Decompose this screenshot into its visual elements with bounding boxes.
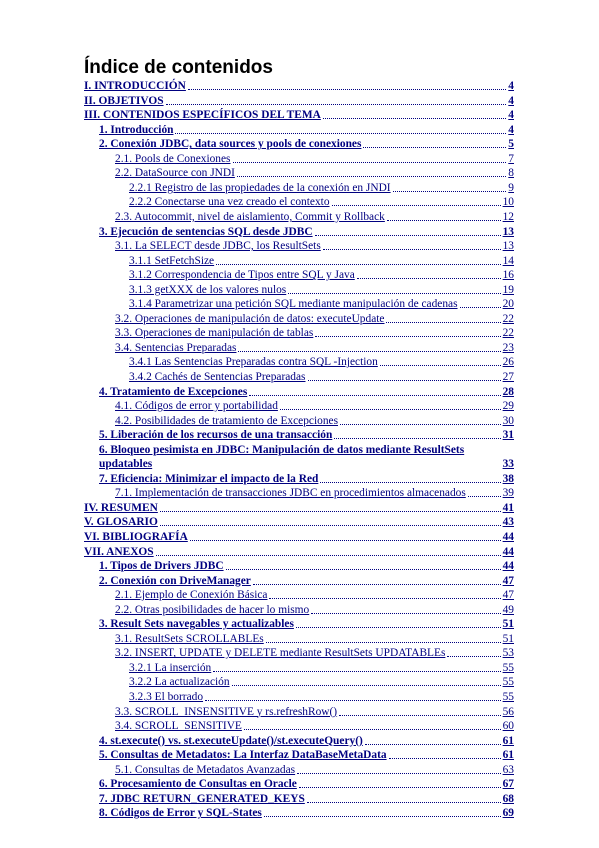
toc-entry-page: 19 [502, 283, 514, 296]
toc-dot-leader [468, 495, 501, 497]
toc-entry-title: 3.2. INSERT, UPDATE y DELETE mediante ResultSets UPDATABLEs [115, 647, 446, 660]
toc-entry-page: 44 [502, 545, 514, 558]
toc-entry-page: 43 [502, 516, 514, 529]
toc-dot-leader [393, 190, 507, 192]
toc-entry-title: 7.1. Implementación de transacciones JDBC en procedimientos almacenados [115, 487, 466, 500]
toc-entry-page: 41 [502, 501, 514, 514]
toc-entry-page: 4 [508, 109, 514, 122]
toc-entry-title: 3.3. Operaciones de manipulación de tablas [115, 327, 314, 340]
toc-entry-title: 3.4.2 Cachés de Sentencias Preparadas [129, 371, 306, 383]
toc-entry-page: 16 [502, 269, 514, 282]
toc-entry[interactable] [115, 209, 514, 224]
toc-entry[interactable] [99, 136, 514, 151]
toc-entry-page: 30 [502, 414, 514, 427]
toc-entry[interactable] [99, 427, 514, 442]
toc-dot-leader [269, 597, 500, 599]
toc-entry-page: 33 [502, 457, 514, 470]
toc-entry[interactable] [129, 660, 514, 675]
toc-entry-title: 2.2.1 Registro de las propiedades de la conexión en JNDI [129, 181, 391, 194]
toc-entry-page: 47 [502, 574, 514, 587]
toc-entry[interactable] [99, 791, 514, 806]
toc-entry-page: 13 [502, 225, 514, 238]
toc-entry-page: 26 [502, 356, 514, 369]
toc-entry-page: 13 [502, 240, 514, 253]
toc-entry-page: 22 [502, 312, 514, 325]
toc-entry[interactable] [129, 282, 514, 297]
toc-entry-title: 3.4. Sentencias Preparadas [115, 341, 237, 354]
toc-entry[interactable] [99, 776, 514, 791]
toc-entry-page: 14 [502, 254, 514, 267]
toc-entry[interactable] [115, 485, 514, 500]
toc-entry-page: 28 [502, 385, 514, 398]
toc-dot-leader [253, 583, 501, 585]
toc-entry-page: 44 [502, 560, 514, 573]
toc-entry[interactable] [115, 718, 514, 733]
toc-dot-leader [264, 815, 501, 817]
toc-entry-title: 3.1.2 Correspondencia de Tipos entre SQL y Java [129, 269, 355, 282]
toc-dot-leader [340, 423, 501, 425]
toc-entry-title: V. GLOSARIO [84, 516, 158, 529]
toc-entry-page: 56 [502, 705, 514, 718]
toc-dot-leader [297, 772, 501, 774]
toc-entry-title: 7. Eficiencia: Minimizar el impacto de la Red [99, 472, 319, 485]
toc-entry[interactable] [115, 340, 514, 355]
toc-entry-title: VII. ANEXOS [84, 545, 154, 558]
toc-entry-title: III. CONTENIDOS ESPECÍFICOS DEL TEMA [84, 109, 321, 122]
toc-entry-title: II. OBJETIVOS [84, 94, 164, 107]
toc-dot-leader [299, 786, 501, 788]
toc-dot-leader [447, 655, 500, 657]
toc-entry-page: 53 [502, 647, 514, 660]
toc-dot-leader [288, 292, 500, 294]
toc-entry[interactable] [129, 194, 514, 209]
toc-dot-leader [205, 699, 501, 701]
toc-entry[interactable] [99, 805, 514, 820]
toc-entry-page: 60 [502, 720, 514, 733]
toc-dot-leader [232, 684, 501, 686]
toc-entry-title: 3.1. ResultSets SCROLLABLEs [115, 632, 264, 645]
toc-dot-leader [332, 204, 501, 206]
toc-entry-page: 51 [502, 618, 514, 631]
toc-entry-page: 9 [508, 181, 514, 194]
toc-entry-title: 5. Consultas de Metadatos: La Interfaz DataBaseMetaData [99, 749, 387, 762]
toc-dot-leader [307, 801, 501, 803]
toc-entry-title: 1. Tipos de Drivers JDBC [99, 560, 224, 573]
toc-entry-page: 55 [502, 676, 514, 689]
toc-entry[interactable] [84, 78, 514, 93]
toc-entry[interactable] [129, 674, 514, 689]
toc-dot-leader [365, 743, 501, 745]
toc-entry-page: 8 [508, 167, 514, 180]
toc-dot-leader [334, 437, 500, 439]
toc-entry-title: 6. Bloqueo pesimista en JDBC: Manipulación de datos mediante ResultSets updatables [99, 443, 465, 470]
toc-entry-title: 8. Códigos de Error y SQL-States [99, 807, 262, 820]
toc-entry-title: 2.1. Pools de Conexiones [115, 152, 231, 165]
toc-entry-page: 38 [502, 472, 514, 485]
toc-entry[interactable] [115, 645, 514, 660]
toc-dot-leader [244, 728, 501, 730]
toc-entry[interactable] [84, 93, 514, 108]
toc-dot-leader [380, 364, 501, 366]
toc-entry[interactable] [84, 514, 514, 529]
toc-entry-title: 3.1.4 Parametrizar una petición SQL mediante manipulación de cadenas [129, 298, 458, 311]
toc-entry[interactable] [115, 238, 514, 253]
toc-entry-page: 51 [502, 632, 514, 645]
toc-entry[interactable] [99, 471, 514, 486]
toc-entry-title: 4.2. Posibilidades de tratamiento de Excepciones [115, 414, 339, 427]
toc-entry-title: I. INTRODUCCIÓN [84, 80, 186, 92]
toc-entry[interactable] [115, 762, 514, 777]
toc-entry-page: 4 [508, 94, 514, 107]
toc-entry-title: 2.2. Otras posibilidades de hacer lo mismo [115, 603, 310, 616]
toc-entry[interactable] [84, 529, 514, 544]
toc-dot-leader [389, 757, 501, 759]
toc-dot-leader [323, 248, 501, 250]
toc-entry-title: 2.2.2 Conectarse una vez creado el contexto [129, 196, 330, 209]
toc-entry[interactable] [99, 384, 514, 399]
toc-entry-page: 55 [502, 661, 514, 674]
toc-entry[interactable] [129, 267, 514, 282]
toc-entry[interactable] [115, 398, 514, 413]
toc-entry[interactable] [84, 107, 514, 122]
toc-entry[interactable] [129, 369, 514, 384]
toc-entry-page: 4 [508, 123, 514, 136]
toc-entry-title: 3.1. La SELECT desde JDBC, los ResultSets [115, 240, 321, 253]
toc-entry-title: 3.4. SCROLL_SENSITIVE [115, 720, 242, 733]
toc-entry-title: 5. Liberación de los recursos de una transacción [99, 429, 333, 442]
toc-entry-title: 3.2.3 El borrado [129, 691, 204, 703]
toc-dot-leader [311, 612, 500, 614]
toc-entry[interactable] [115, 325, 514, 340]
toc-entry-title: 3.3. SCROLL_INSENSITIVE y rs.refreshRow() [115, 705, 338, 718]
toc-dot-leader [460, 306, 501, 308]
toc-dot-leader [226, 568, 501, 570]
toc-entry-title: 4. Tratamiento de Excepciones [99, 385, 248, 398]
toc-entry[interactable] [129, 180, 514, 195]
toc-entry[interactable] [115, 165, 514, 180]
toc-dot-leader [156, 554, 501, 556]
toc-entry[interactable] [99, 747, 514, 762]
toc-dot-leader [339, 714, 501, 716]
toc-entry[interactable] [115, 587, 514, 602]
toc-dot-leader [315, 234, 501, 236]
toc-entry-title: 3.1.3 getXXX de los valores nulos [129, 283, 287, 296]
toc-entry-page: 27 [502, 371, 514, 383]
toc-entry-title: 3. Result Sets navegables y actualizables [99, 618, 294, 631]
toc-dot-leader [249, 394, 500, 396]
toc-entry[interactable] [99, 616, 514, 631]
toc-dot-leader [237, 175, 506, 177]
toc-dot-leader [238, 350, 500, 352]
toc-entry[interactable] [115, 704, 514, 719]
toc-entry[interactable] [129, 354, 514, 369]
toc-entry-page: 12 [502, 210, 514, 223]
toc-entry-page: 39 [502, 487, 514, 500]
toc-entry-title: 2. Conexión con DriveManager [99, 574, 251, 587]
toc-entry-page: 63 [502, 763, 514, 776]
toc-dot-leader [386, 321, 500, 323]
toc-entry[interactable] [84, 500, 514, 515]
toc-entry[interactable] [129, 689, 514, 704]
toc-entry-title: IV. RESUMEN [84, 501, 158, 514]
toc-entry-page: 10 [502, 196, 514, 209]
toc-entry-page: 20 [502, 298, 514, 311]
toc-entry-page: 61 [502, 749, 514, 762]
toc-dot-leader [308, 379, 501, 381]
toc-dot-leader [160, 524, 501, 526]
toc-entry[interactable] [84, 544, 514, 559]
toc-entry-page: 5 [508, 138, 514, 151]
toc-entry[interactable] [129, 296, 514, 311]
toc-entry-page: 31 [502, 429, 514, 442]
toc-entry-page: 69 [502, 807, 514, 820]
toc-entry-title: 4. st.execute() vs. st.executeUpdate()/st.executeQuery() [99, 734, 363, 747]
toc-entry-title: 3.2. Operaciones de manipulación de datos: executeUpdate [115, 312, 385, 325]
toc-entry-title: 5.1. Consultas de Metadatos Avanzadas [115, 763, 296, 776]
toc-entry-page: 61 [502, 734, 514, 747]
toc-dot-leader [315, 335, 500, 337]
toc-dot-leader [213, 670, 500, 672]
toc-entry-page: 7 [508, 152, 514, 165]
toc-dot-leader [190, 539, 501, 541]
toc-entry[interactable] [99, 122, 514, 137]
toc-entry-page: 47 [502, 589, 514, 602]
toc-dot-leader [387, 219, 501, 221]
toc-dot-leader [280, 408, 501, 410]
toc-entry-title: 2.3. Autocommit, nivel de aislamiento, Commit y Rollback [115, 210, 385, 223]
toc-entry-page: 44 [502, 530, 514, 543]
toc-entry[interactable] [99, 573, 514, 588]
toc-entry[interactable] [99, 224, 514, 239]
toc-entry[interactable] [99, 558, 514, 573]
toc-entry-title: 4.1. Códigos de error y portabilidad [115, 400, 278, 413]
toc-entry-page: 23 [502, 341, 514, 354]
toc-entry-title: 2.1. Ejemplo de Conexión Básica [115, 589, 268, 602]
toc-entry-page: 55 [502, 691, 514, 703]
toc-dot-leader [296, 626, 501, 628]
toc-entry-title: 2. Conexión JDBC, data sources y pools de conexiones [99, 138, 362, 151]
toc-entry-title: 3.2.1 La inserción [129, 661, 212, 674]
toc-entry-title: 6. Procesamiento de Consultas en Oracle [99, 778, 297, 791]
toc-entry-title: VI. BIBLIOGRAFÍA [84, 530, 188, 543]
toc-entry-page: 68 [502, 792, 514, 805]
toc-entry-page: 22 [502, 327, 514, 340]
toc-entry-page: 29 [502, 400, 514, 413]
toc-entry[interactable] [99, 733, 514, 748]
toc-dot-leader [233, 161, 507, 163]
toc-dot-leader [188, 88, 506, 90]
toc-dot-leader [160, 510, 501, 512]
toc-entry-title: 2.2. DataSource con JNDI [115, 167, 235, 180]
toc-dot-leader [320, 481, 500, 483]
page-title: Índice de contenidos [84, 57, 273, 78]
toc-entry[interactable] [115, 631, 514, 646]
toc-entry[interactable] [115, 602, 514, 617]
toc-dot-leader [323, 117, 506, 119]
toc-entry-title: 7. JDBC RETURN_GENERATED_KEYS [99, 792, 305, 805]
toc-entry-title: 1. Introducción [99, 123, 174, 136]
toc-entry-title: 3.1.1 SetFetchSize [129, 254, 215, 267]
toc-dot-leader [166, 103, 507, 105]
toc-entry[interactable] [129, 253, 514, 268]
toc-entry-title: 3. Ejecución de sentencias SQL desde JDBC [99, 225, 313, 238]
toc-dot-leader [216, 263, 501, 265]
toc-entry[interactable] [115, 413, 514, 428]
toc-dot-leader [357, 277, 501, 279]
toc-entry-title: 3.4.1 Las Sentencias Preparadas contra SQL -Injection [129, 356, 378, 369]
toc-dot-leader [363, 146, 506, 148]
toc-dot-leader [266, 641, 501, 643]
toc-dot-leader [175, 132, 506, 134]
toc-entry-title: 3.2.2 La actualización [129, 676, 230, 689]
toc-entry-page: 4 [508, 80, 514, 92]
toc-entry[interactable] [115, 151, 514, 166]
toc-entry-page: 67 [502, 778, 514, 791]
toc-entry-page: 49 [502, 603, 514, 616]
toc-entry[interactable] [99, 442, 514, 471]
toc-entry[interactable] [115, 311, 514, 326]
